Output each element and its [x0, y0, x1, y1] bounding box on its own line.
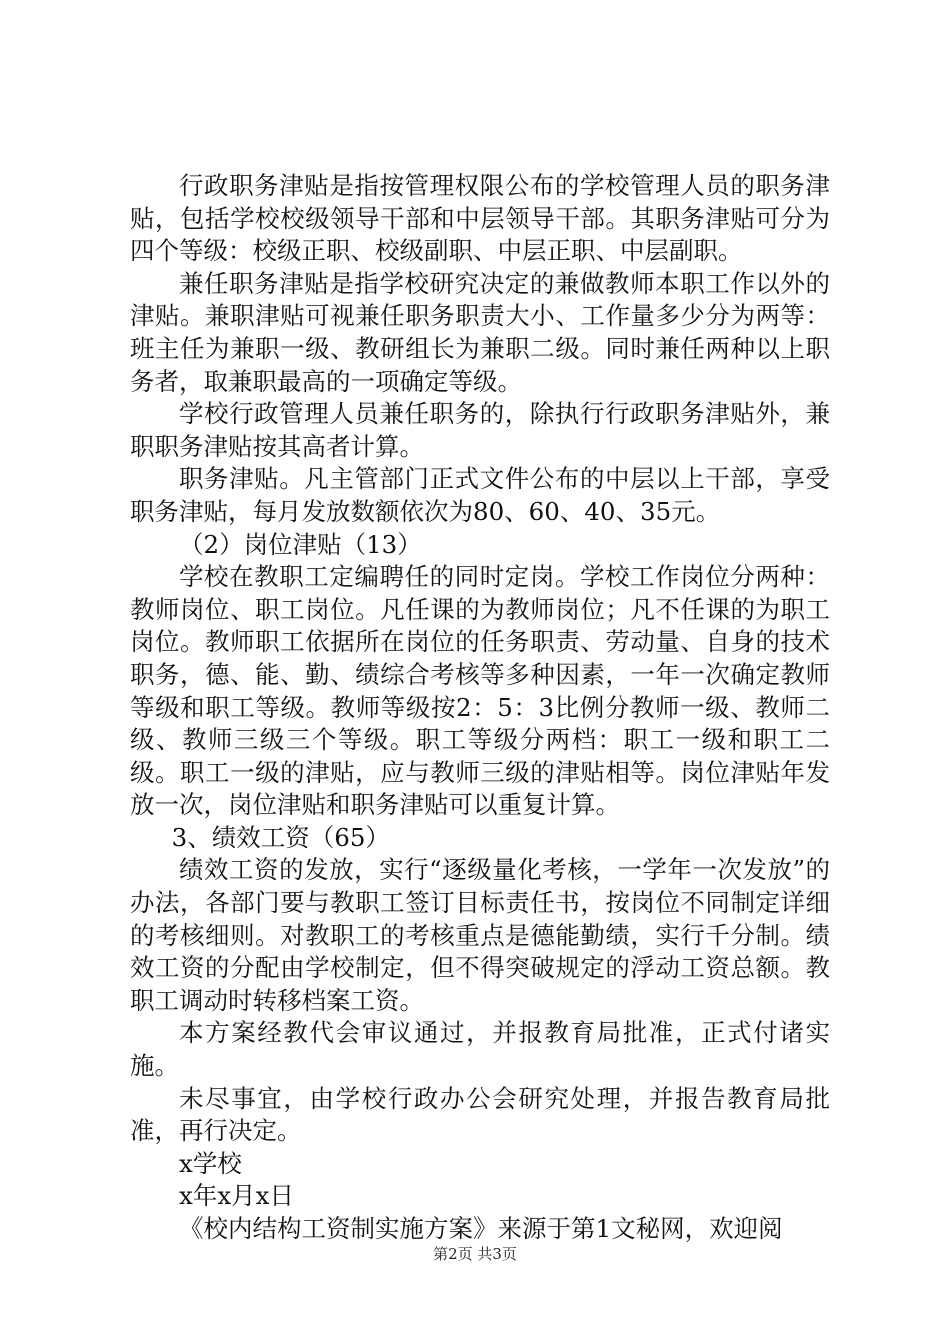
page-footer: 第2页 共3页	[433, 1245, 517, 1263]
section-heading-performance-pay: 3、绩效工资（65）	[171, 822, 390, 852]
paragraph-admin-allowance: 行政职务津贴是指按管理权限公布的学校管理人员的职务津贴，包括学校校级领导干部和中层领导干部。其职务津贴可分为四个等级：校级正职、校级副职、中层正职、中层副职。	[130, 171, 830, 266]
paragraph-performance-pay: 绩效工资的发放，实行“逐级量化考核，一学年一次发放”的办法，各部门要与教职工签订目标责任书，按岗位不同制定详细的考核细则。对教职工的考核重点是德能勤绩，实行千分制。绩效工资的分配由学校制定，但不得突破规定的浮动工资总额。教职工调动时转移档案工资。	[130, 855, 830, 1015]
paragraph-approval: 本方案经教代会审议通过，并报教育局批准，正式付诸实施。	[130, 1018, 830, 1081]
paragraph-admin-concurrent: 学校行政管理人员兼任职务的，除执行行政职务津贴外，兼职职务津贴按其高者计算。	[130, 399, 830, 461]
paragraph-concurrent-allowance: 兼任职务津贴是指学校研究决定的兼做教师本职工作以外的津贴。兼职津贴可视兼任职务职责大小、工作量多少分为两等：班主任为兼职一级、教研组长为兼职二级。同时兼任两种以上职务者，取兼职最高的一项确定等级。	[130, 268, 830, 396]
signature-school: x学校	[179, 1148, 242, 1178]
paragraph-post-grading: 学校在教职工定编聘任的同时定岗。学校工作岗位分两种：教师岗位、职工岗位。凡任课的为教师岗位；凡不任课的为职工岗位。教师职工依据所在岗位的任务职责、劳动量、自身的技术职务，德、能、勤、绩综合考核等多种因素，一年一次确定教师等级和职工等级。教师等级按2：5：3比例分教师一级、教师二级、教师三级三个等级。职工等级分两档：职工一级和职工二级。职工一级的津贴，应与教师三级的津贴相等。岗位津贴年发放一次，岗位津贴和职务津贴可以重复计算。	[130, 562, 830, 820]
document-body	[130, 170, 830, 1246]
paragraph-source-note: 《校内结构工资制实施方案》来源于第1文秘网，欢迎阅	[179, 1214, 783, 1243]
signature-date: x年x月x日	[179, 1181, 294, 1211]
section-heading-post-allowance: （2）岗位津贴（13）	[179, 529, 422, 559]
paragraph-unresolved-matters: 未尽事宜，由学校行政办公会研究处理，并报告教育局批准，再行决定。	[130, 1083, 830, 1146]
paragraph-position-allowance: 职务津贴。凡主管部门正式文件公布的中层以上干部，享受职务津贴，每月发放数额依次为80、60、40、35元。	[130, 464, 830, 526]
